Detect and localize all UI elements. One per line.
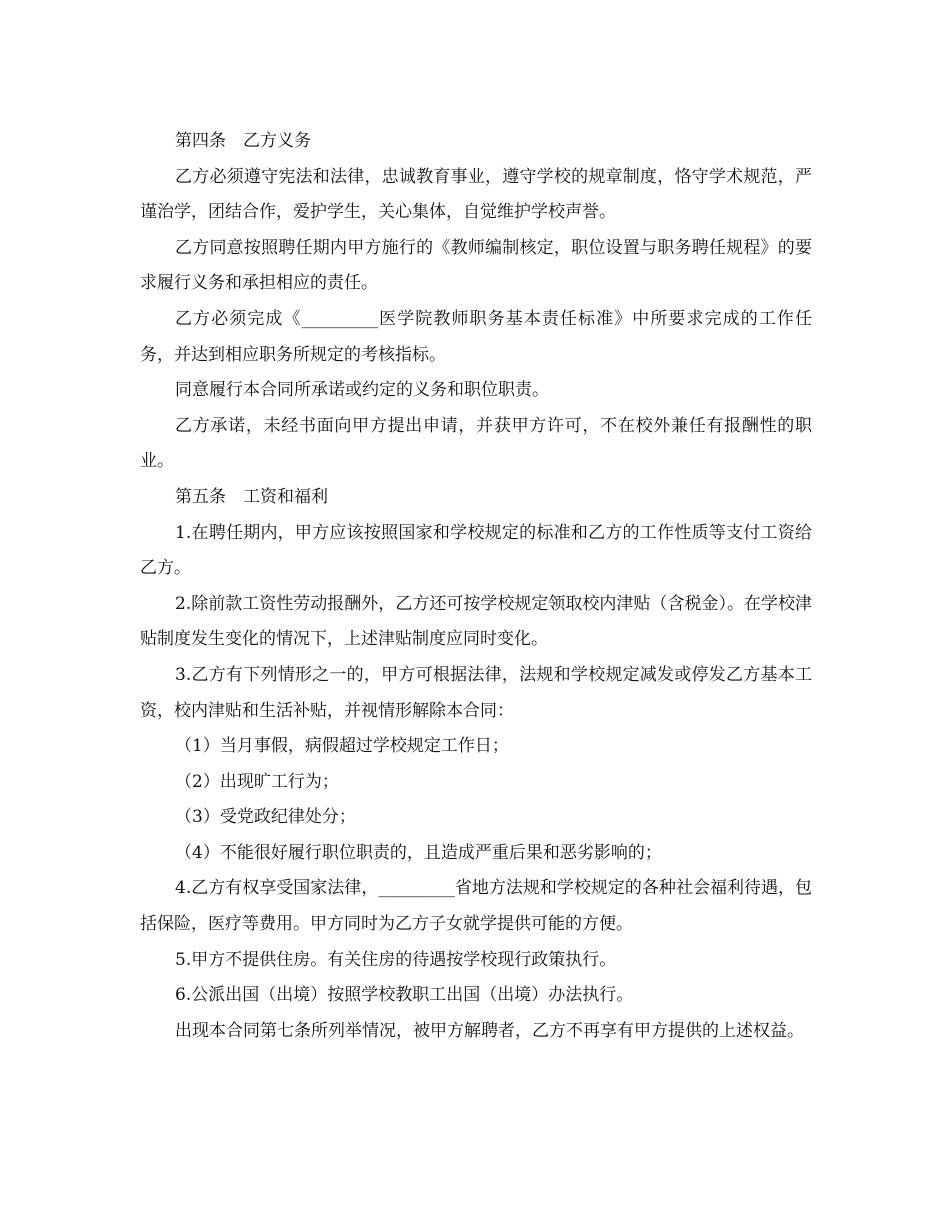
article-5-clause-3-item-1: （1）当月事假，病假超过学校规定工作日； (175, 736, 509, 757)
article-5-clause-3-item-4: （4）不能很好履行职位职责的，且造成严重后果和恶劣影响的； (175, 842, 662, 863)
article-4-paragraph-1: 乙方必须遵守宪法和法律，忠诚教育事业，遵守学校的规章制度，恪守学术规范，严谨治学，团结合作，爱护学生，关心集体，自觉维护学校声誉。 (140, 166, 812, 223)
article-5-clause-3-item-3: （3）受党政纪律处分； (175, 807, 356, 828)
article-5-clause-6: 6.公派出国（出境）按照学校教职工出国（出境）办法执行。 (175, 985, 634, 1006)
article-5-clause-3: 3.乙方有下列情形之一的，甲方可根据法律，法规和学校规定减发或停发乙方基本工资，校内津贴和生活补贴，并视情形解除本合同： (140, 664, 812, 721)
article-4-paragraph-5: 乙方承诺，未经书面向甲方提出申请，并获甲方许可，不在校外兼任有报酬性的职业。 (140, 415, 812, 472)
article-5-clause-1: 1.在聘任期内，甲方应该按照国家和学校规定的标准和乙方的工作性质等支付工资给乙方。 (140, 522, 812, 579)
article-5-clause-2: 2.除前款工资性劳动报酬外，乙方还可按学校规定领取校内津贴（含税金）。在学校津贴制度发生变化的情况下，上述津贴制度应同时变化。 (140, 593, 812, 650)
article-5-clause-5: 5.甲方不提供住房。有关住房的待遇按学校现行政策执行。 (175, 949, 617, 970)
article-5-clause-4: 4.乙方有权享受国家法律，_________省地方法规和学校规定的各种社会福利待遇，包括保险，医疗等费用。甲方同时为乙方子女就学提供可能的方便。 (140, 878, 812, 935)
article-4-paragraph-3: 乙方必须完成《_________医学院教师职务基本责任标准》中所要求完成的工作任务，并达到相应职务所规定的考核指标。 (140, 308, 812, 365)
article-4-heading: 第四条 乙方义务 (175, 131, 311, 151)
document-body (140, 124, 812, 1049)
article-5-clause-3-item-2: （2）出现旷工行为； (175, 771, 339, 792)
article-5-closing-paragraph: 出现本合同第七条所列举情况，被甲方解聘者，乙方不再享有甲方提供的上述权益。 (175, 1020, 804, 1041)
article-5-heading: 第五条 工资和福利 (175, 486, 328, 507)
article-4-paragraph-2: 乙方同意按照聘任期内甲方施行的《教师编制核定，职位设置与职务聘任规程》的要求履行义务和承担相应的责任。 (140, 237, 812, 294)
article-4-paragraph-4: 同意履行本合同所承诺或约定的义务和职位职责。 (175, 380, 549, 401)
